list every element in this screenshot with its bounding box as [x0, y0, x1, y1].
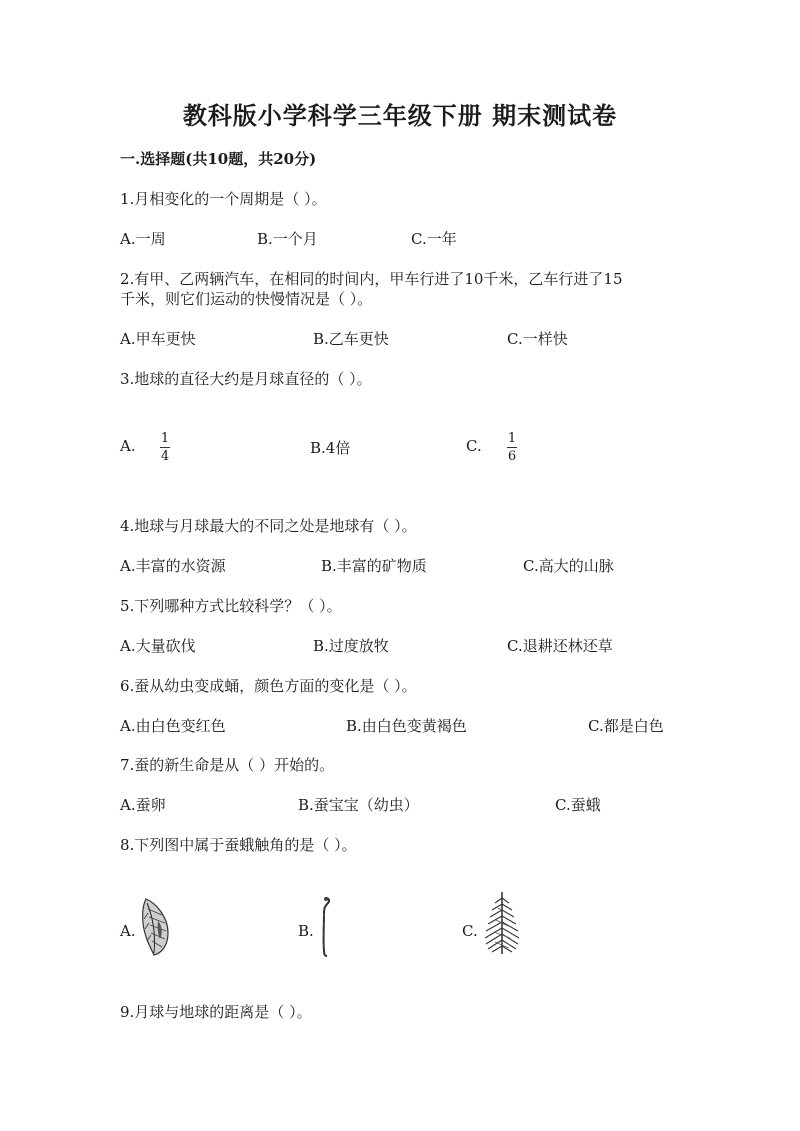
fraction-denominator: 4 [160, 449, 170, 464]
q6-option-a: A.由白色变红色 [120, 717, 226, 735]
question-1: 1.月相变化的一个周期是（ ）。 [120, 190, 327, 208]
question-2-line-1: 2.有甲、乙两辆汽车，在相同的时间内，甲车行进了10千米，乙车行进了15 [120, 270, 623, 288]
fraction-bar [507, 447, 517, 448]
question-6: 6.蚕从幼虫变成蛹，颜色方面的变化是（ ）。 [120, 677, 417, 695]
q4-option-c: C.高大的山脉 [523, 557, 614, 575]
question-2-line-2: 千米，则它们运动的快慢情况是（ ）。 [120, 290, 373, 308]
q5-option-a: A.大量砍伐 [120, 637, 196, 655]
question-4: 4.地球与月球最大的不同之处是地球有（ ）。 [120, 517, 417, 535]
page-title: 教科版小学科学三年级下册 期末测试卷 [182, 101, 618, 130]
q1-option-b: B.一个月 [257, 230, 318, 248]
question-3: 3.地球的直径大约是月球直径的（ ）。 [120, 370, 372, 388]
section-heading: 一.选择题(共10题，共20分) [120, 150, 317, 168]
q8-option-b: B. [298, 922, 314, 940]
fraction-bar [160, 447, 170, 448]
question-9: 9.月球与地球的距离是（ ）。 [120, 1003, 312, 1021]
q2-option-a: A.甲车更快 [120, 330, 196, 348]
comb-antenna-image [478, 890, 526, 958]
fraction-denominator: 6 [507, 449, 517, 464]
question-7: 7.蚕的新生命是从（ ）开始的。 [120, 756, 335, 774]
q3-option-a-label: A. [120, 437, 136, 455]
q3-option-c-label: C. [466, 437, 482, 455]
q3-option-b: B.4倍 [310, 439, 351, 457]
q1-option-a: A.一周 [120, 230, 166, 248]
q8-option-a: A. [120, 922, 136, 940]
q2-option-c: C.一样快 [507, 330, 568, 348]
fraction-numerator: 1 [160, 431, 170, 446]
q7-option-c: C.蚕蛾 [555, 796, 601, 814]
q3-option-c-fraction [507, 431, 517, 464]
q1-option-c: C.一年 [411, 230, 457, 248]
q6-option-b: B.由白色变黄褐色 [346, 717, 467, 735]
q2-option-b: B.乙车更快 [313, 330, 389, 348]
q8-option-c: C. [462, 922, 478, 940]
thread-antenna-image [314, 895, 336, 959]
q4-option-a: A.丰富的水资源 [120, 557, 226, 575]
q5-option-c: C.退耕还林还草 [507, 637, 613, 655]
q6-option-c: C.都是白色 [588, 717, 664, 735]
q3-option-a-fraction [160, 431, 170, 464]
question-5: 5.下列哪种方式比较科学？（ ）。 [120, 597, 342, 615]
q4-option-b: B.丰富的矿物质 [321, 557, 427, 575]
fraction-numerator: 1 [507, 431, 517, 446]
feathered-antenna-image [138, 895, 174, 957]
q7-option-b: B.蚕宝宝（幼虫） [298, 796, 419, 814]
q7-option-a: A.蚕卵 [120, 796, 166, 814]
question-8: 8.下列图中属于蚕蛾触角的是（ ）。 [120, 836, 357, 854]
q5-option-b: B.过度放牧 [313, 637, 389, 655]
